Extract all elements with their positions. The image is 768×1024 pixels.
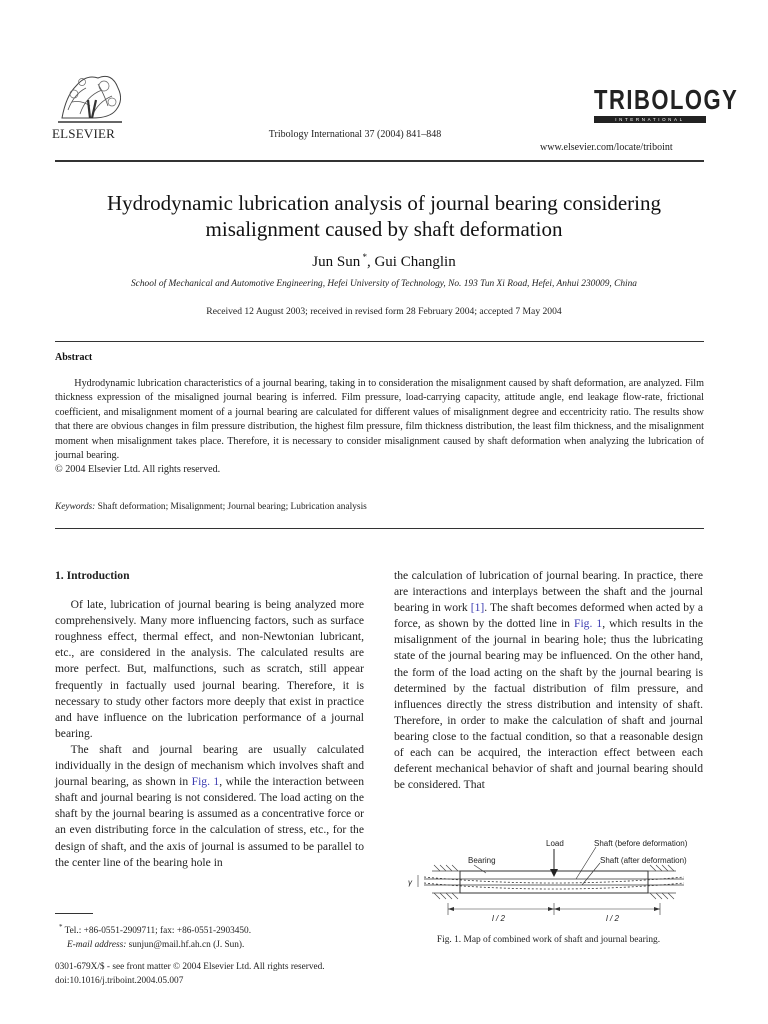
intro-p2-text-b: , while the interaction between shaft and journal bearing is not considered. The load acting on the shaft by the journal bearing is assumed as a concentrative force or an even distributing force in the calculation of stress, etc., for the design of shaft, and the axis of journal is assumed to be parallel to the center line of the bearing hole in (55, 775, 364, 869)
figure-label-half-length-right: l / 2 (606, 914, 619, 923)
journal-logo-subtitle: INTERNATIONAL (594, 116, 706, 123)
journal-url-link[interactable]: www.elsevier.com/locate/triboint (540, 142, 673, 153)
right-text-a: the calculation of lubrication of journal bearing. In practice, there are interactions and interplays between the shaft and the journal bearing in work (394, 569, 703, 615)
footnote-email-address[interactable]: sunjun@mail.hf.ah.cn (J. Sun). (126, 940, 245, 951)
footnote-email (55, 938, 251, 952)
intro-p2-text-a: The shaft and journal bearing are usually calculated individually in the design of mechanism which involves shaft and journal bearing, as shown in (55, 742, 364, 789)
journal-reference: Tribology International 37 (2004) 841–848 (268, 129, 442, 140)
abstract-body (55, 377, 704, 478)
abstract-top-rule (55, 341, 704, 342)
figure-label-shaft-after: Shaft (after deformation) (600, 856, 687, 865)
left-column (55, 568, 364, 871)
figure-label-half-length-left: l / 2 (492, 914, 505, 923)
elsevier-logo (52, 66, 128, 128)
figure-label-shaft-before: Shaft (before deformation) (594, 839, 688, 848)
article-title-line-2: misalignment caused by shaft deformation (205, 217, 563, 241)
figure-1 (404, 835, 704, 927)
right-column-paragraph (394, 568, 703, 793)
footnote-email-label: E-mail address: (67, 940, 127, 951)
author-line (40, 252, 728, 271)
right-text-c: , which results in the misalignment of the journal in bearing hole; thus the lubricating state of the journal bearing may be influenced. On the other hand, the form of the load acting on the shaft by the journal bearing is determined by the factual distribution of film pressure, and influences directly the stress distribution and intensity of shaft. Therefore, in order to make the calculation of shaft and journal bearing close to the factual condition, so that a reasonable design of each can be acquired, the interaction effect between each deferent mechanical behavior of shaft and journal bearing should be considered. That (394, 617, 704, 792)
right-column (394, 568, 703, 793)
elsevier-tree-icon (52, 66, 128, 128)
header-rule (55, 160, 704, 162)
fig1-link-right[interactable]: Fig. 1 (574, 617, 603, 631)
intro-paragraph-1: Of late, lubrication of journal bearing is being analyzed more comprehensively. Many more influencing factors, such as surface roughness effect, thermal effect, and non-Newtonian lubricant, etc., are considered in the analysis. The calculated results are more perfect. But, malfunctions, such as scratch, still appear frequently in factually used journal bearing. Therefore, it is necessary to study other factors more deeply that exist in practice and have influence on the lubrication performance of a journal bearing. (55, 598, 364, 740)
footnote-tel-fax: Tel.: +86-0551-2909711; fax: +86-0551-2903450. (62, 926, 252, 937)
author-affiliation: School of Mechanical and Automotive Engineering, Hefei University of Technology, No. 193 Tun Xi Road, Hefei, Anhui 230009, China (130, 279, 637, 289)
footnote-mark: * (59, 923, 63, 931)
keywords-line (55, 502, 367, 512)
article-title-line-1: Hydrodynamic lubrication analysis of journal bearing considering (106, 191, 662, 215)
figure-label-load: Load (546, 839, 564, 848)
fig1-link[interactable]: Fig. 1 (191, 775, 220, 789)
right-text-b: . The shaft becomes deformed when acted by a force, as shown by the dotted line in (394, 601, 703, 631)
footer-doi[interactable]: doi:10.1016/j.triboint.2004.05.007 (55, 975, 184, 986)
publisher-name: ELSEVIER (52, 126, 115, 141)
figure-1-caption: Fig. 1. Map of combined work of shaft and journal bearing. (436, 935, 661, 945)
abstract-heading: Abstract (55, 352, 93, 363)
footnote-rule (55, 913, 93, 914)
article-title (40, 190, 728, 242)
abstract-text: Hydrodynamic lubrication characteristics of a journal bearing, taking in to consideration the misalignment caused by shaft deformation, are analyzed. Film thickness expression of the misaligned journal bearing is inferred. Film pressure, load-carrying capacity, attitude angle, end leakage flow-rate, frictional coefficient, and misalignment moment of a journal bearing are calculated for different values of misalignment degree and eccentricity ratio. The results show that there are obvious changes in film pressure distribution, the highest film pressure, film thickness distribution, the least film thickness, and the misalignment moment when misalignment takes place. Therefore, it is necessary to consider misalignment caused by shaft deformation when analyzing the lubrication of journal bearing. (55, 378, 704, 462)
ref-1-link[interactable]: [1] (470, 601, 485, 615)
figure-label-gamma: γ (408, 878, 412, 887)
corresponding-author-mark[interactable]: * (360, 252, 367, 262)
journal-logo (594, 83, 739, 123)
intro-paragraph-2 (55, 742, 364, 871)
footnote (55, 920, 251, 952)
author-jun-sun: Jun Sun (312, 254, 361, 270)
figure-label-bearing: Bearing (468, 856, 496, 865)
abstract-copyright: © 2004 Elsevier Ltd. All rights reserved. (55, 464, 221, 476)
keywords-list: Shaft deformation; Misalignment; Journal bearing; Lubrication analysis (95, 502, 367, 512)
abstract-bottom-rule (55, 528, 704, 529)
article-dates: Received 12 August 2003; received in revised form 28 February 2004; accepted 7 May 2004 (206, 306, 562, 317)
footnote-contact (55, 920, 251, 938)
footer-copyright-line: 0301-679X/$ - see front matter © 2004 Elsevier Ltd. All rights reserved. (55, 962, 325, 972)
author-gui-changlin: , Gui Changlin (366, 254, 456, 270)
section-heading-introduction: 1. Introduction (55, 569, 130, 582)
page-footer (55, 961, 325, 988)
figure-1-diagram (404, 835, 704, 927)
journal-logo-text: TRIBOLOGY (594, 83, 739, 115)
keywords-label: Keywords: (55, 502, 96, 512)
